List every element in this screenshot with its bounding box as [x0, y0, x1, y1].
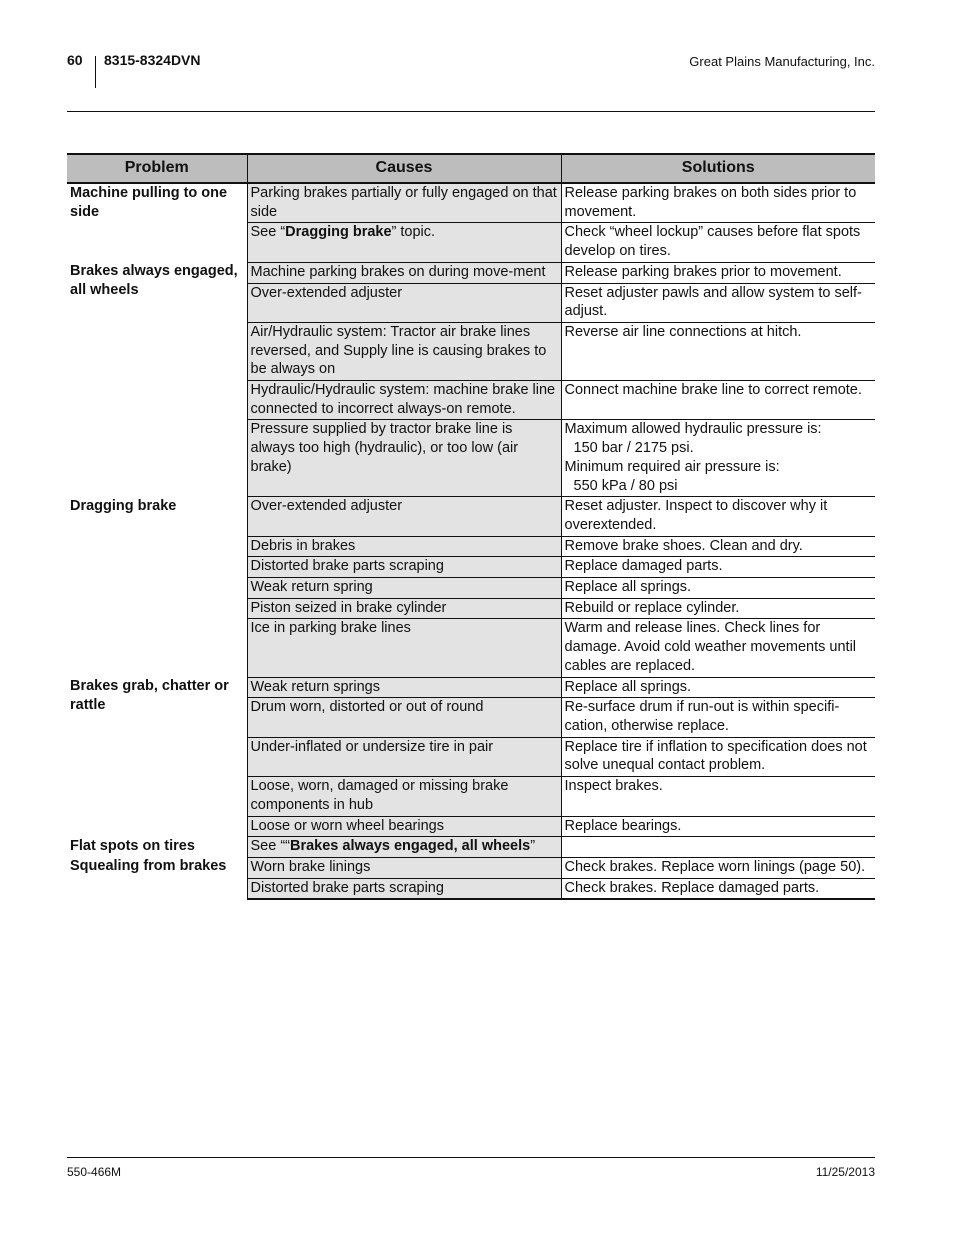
- troubleshooting-table: [67, 153, 875, 900]
- table-row: [67, 857, 875, 878]
- header-divider: [95, 56, 96, 88]
- cause-cell: Hydraulic/Hydraulic system: machine brake line connected to incorrect always-on remote.: [247, 381, 561, 420]
- problem-cell: Flat spots on tires: [67, 837, 247, 858]
- solution-cell: Replace bearings.: [561, 816, 875, 837]
- cause-text: See “: [250, 224, 286, 241]
- cause-cell: Piston seized in brake cylinder: [247, 598, 561, 619]
- cause-cell: Worn brake linings: [247, 857, 561, 878]
- header-solutions: Solutions: [561, 154, 875, 183]
- table-row: [67, 183, 875, 223]
- table-body: [67, 183, 875, 899]
- page-header-left: [67, 52, 201, 68]
- cause-cell: Loose, worn, damaged or missing brake components in hub: [247, 777, 561, 816]
- solution-cell: [561, 837, 875, 858]
- solution-cell: Reverse air line connections at hitch.: [561, 322, 875, 380]
- cause-text: ”: [530, 838, 536, 855]
- solution-cell: Reset adjuster. Inspect to discover why it overextended.: [561, 497, 875, 536]
- cause-cell: Loose or worn wheel bearings: [247, 816, 561, 837]
- solution-cell: Replace damaged parts.: [561, 557, 875, 578]
- header-problem: Problem: [67, 154, 247, 183]
- solution-cell: Rebuild or replace cylinder.: [561, 598, 875, 619]
- table-row: [67, 497, 875, 536]
- solution-line: 150 bar / 2175 psi.: [573, 440, 694, 457]
- cause-reference: Brakes always engaged, all wheels: [290, 838, 531, 855]
- doc-number: 550-466M: [67, 1165, 122, 1179]
- cause-text: ” topic.: [391, 224, 436, 241]
- company-name: Great Plains Manufacturing, Inc.: [689, 54, 875, 69]
- solution-cell: Warm and release lines. Check lines for damage. Avoid cold weather movements until cables are replaced.: [561, 619, 875, 677]
- problem-cell: Machine pulling to one side: [67, 183, 247, 262]
- solution-cell: Replace tire if inflation to specification does not solve unequal contact problem.: [561, 737, 875, 776]
- cause-cell: Air/Hydraulic system: Tractor air brake lines reversed, and Supply line is causing brakes to be always on: [247, 322, 561, 380]
- cause-cell: Over-extended adjuster: [247, 283, 561, 322]
- footer-rule: [67, 1157, 875, 1158]
- solution-cell: Replace all springs.: [561, 677, 875, 698]
- problem-cell: Dragging brake: [67, 497, 247, 677]
- solution-cell: Check “wheel lockup” causes before flat spots develop on tires.: [561, 223, 875, 262]
- solution-cell: Reset adjuster pawls and allow system to self-adjust.: [561, 283, 875, 322]
- problem-cell: Brakes grab, chatter or rattle: [67, 677, 247, 837]
- cause-cell: Weak return springs: [247, 677, 561, 698]
- cause-cell: Under-inflated or undersize tire in pair: [247, 737, 561, 776]
- cause-cell: Machine parking brakes on during move-ment: [247, 262, 561, 283]
- solution-line: 550 kPa / 80 psi: [573, 477, 678, 494]
- solution-cell: [561, 420, 875, 497]
- solution-cell: Remove brake shoes. Clean and dry.: [561, 536, 875, 557]
- solution-cell: Re-surface drum if run-out is within specifi-cation, otherwise replace.: [561, 698, 875, 737]
- problem-cell: Brakes always engaged, all wheels: [67, 262, 247, 496]
- solution-cell: Replace all springs.: [561, 578, 875, 599]
- model-number: 8315-8324DVN: [104, 52, 201, 68]
- footer-date: 11/25/2013: [815, 1165, 875, 1179]
- cause-text: See ““: [250, 838, 290, 855]
- cause-cell: Parking brakes partially or fully engaged on that side: [247, 183, 561, 223]
- table-row: [67, 837, 875, 858]
- cause-cell: Pressure supplied by tractor brake line is always too high (hydraulic), or too low (air brake): [247, 420, 561, 497]
- table-row: [67, 677, 875, 698]
- solution-cell: Inspect brakes.: [561, 777, 875, 816]
- cause-cell: Ice in parking brake lines: [247, 619, 561, 677]
- cause-cell: Distorted brake parts scraping: [247, 878, 561, 899]
- cause-cell: Drum worn, distorted or out of round: [247, 698, 561, 737]
- solution-line: Maximum allowed hydraulic pressure is:: [564, 421, 822, 438]
- cause-cell: [247, 837, 561, 858]
- cause-cell: [247, 223, 561, 262]
- problem-cell: Squealing from brakes: [67, 857, 247, 899]
- solution-cell: Release parking brakes on both sides prior to movement.: [561, 183, 875, 223]
- page-number: 60: [67, 52, 83, 68]
- table-row: [67, 262, 875, 283]
- table-header-row: [67, 154, 875, 183]
- header-rule: [67, 111, 875, 112]
- solution-cell: Connect machine brake line to correct remote.: [561, 381, 875, 420]
- cause-cell: Distorted brake parts scraping: [247, 557, 561, 578]
- solution-cell: Check brakes. Replace damaged parts.: [561, 878, 875, 899]
- solution-line: Minimum required air pressure is:: [564, 458, 780, 475]
- cause-cell: Weak return spring: [247, 578, 561, 599]
- header-causes: Causes: [247, 154, 561, 183]
- solution-cell: Release parking brakes prior to movement.: [561, 262, 875, 283]
- cause-cell: Debris in brakes: [247, 536, 561, 557]
- cause-cell: Over-extended adjuster: [247, 497, 561, 536]
- cause-reference: Dragging brake: [285, 224, 392, 241]
- solution-cell: Check brakes. Replace worn linings (page 50).: [561, 857, 875, 878]
